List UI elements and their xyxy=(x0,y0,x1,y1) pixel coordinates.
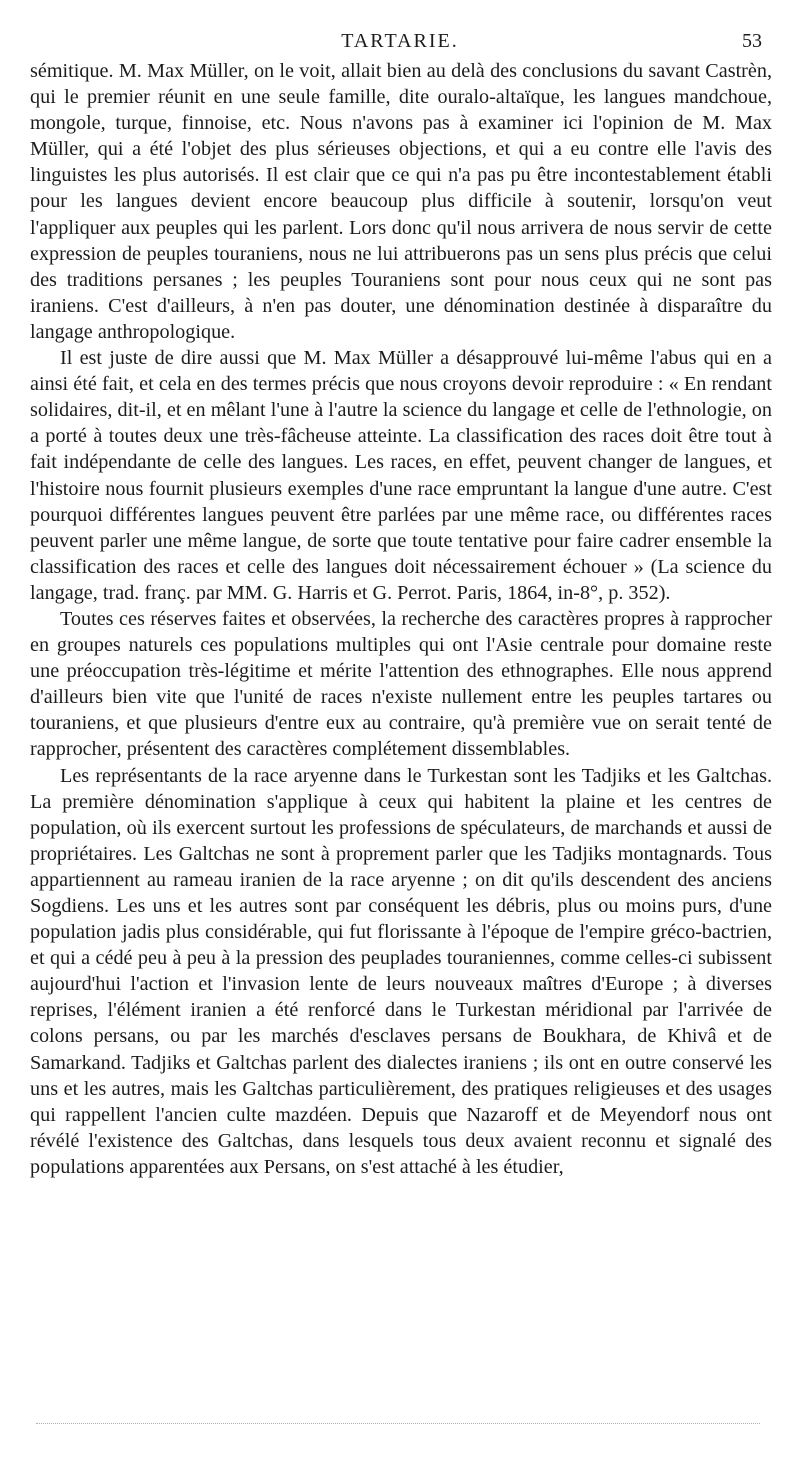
body-text xyxy=(30,58,772,1180)
paragraph-tadjiks-galtchas: Les représentants de la race aryenne dans le Turkestan sont les Tadjiks et les Galtchas. La première dénomination s'applique à ceux qui habitent la plaine et les centres de population, où ils exercent surtout les professions de spéculateurs, de marchands et aussi de propriétaires. Les Galtchas ne sont à proprement parler que les Tadjiks montagnards. Tous appartiennent au rameau iranien de la race aryenne ; on dit qu'ils descendent des anciens Sogdiens. Les uns et les autres sont par conséquent les débris, plus ou moins purs, d'une population jadis plus considérable, qui fut florissante à l'époque de l'empire gréco-bactrien, et qui a cédé peu à peu à la pression des peuplades touraniennes, comme celles-ci subissent aujourd'hui l'action et l'invasion lente de leurs nouveaux maîtres d'Europe ; à diverses reprises, l'élément iranien a été renforcé dans le Turkestan méridional par l'arrivée de colons persans, ou par les marchés d'esclaves persans de Boukhara, de Khivâ et de Samarkand. Tadjiks et Galtchas parlent des dialectes iraniens ; ils ont en outre conservé les uns et les autres, mais les Galtchas particulièrement, des pratiques religieuses et des usages qui rappellent l'ancien culte mazdéen. Depuis que Nazaroff et de Meyendorf nous ont révélé l'existence des Galtchas, dans lesquels tous deux avaient reconnu et signalé des populations apparentées aux Persans, on s'est attaché à les étudier, xyxy=(30,764,772,1178)
running-head xyxy=(30,30,770,60)
paragraph-continuation: sémitique. M. Max Müller, on le voit, allait bien au delà des conclusions du savant Castrèn, qui le premier réunit en une seule famille, dite ouralo-altaïque, les langues mandchoue, mongole, turque, finnoise, etc. Nous n'avons pas à examiner ici l'opinion de M. Max Müller, qui a été l'objet des plus sérieuses objections, et qui a eu contre elle l'avis des linguistes les plus autorisés. Il est clair que ce qui n'a pas pu être incontestablement établi pour les langues devient encore beaucoup plus difficile à soutenir, lorsqu'on veut l'appliquer aux peuples qui les parlent. Lors donc qu'il nous arrivera de nous servir de cette expression de peuples touraniens, nous ne lui attribuerons pas un sens plus précis que celui des traditions persanes ; les peuples Touraniens sont pour nous ceux qui ne sont pas iraniens. C'est d'ailleurs, à n'en pas douter, une dénomination destinée à disparaître du langage anthropologique. xyxy=(30,60,772,343)
bottom-rule xyxy=(36,1423,760,1424)
paragraph-muller-quote: Il est juste de dire aussi que M. Max Müller a désapprouvé lui-même l'abus qui en a ainsi été fait, et cela en des termes précis que nous croyons devoir reproduire : « En rendant solidaires, dit-il, et en mêlant l'une à l'autre la science du langage et celle de l'ethnologie, on a porté à toutes deux une très-fâcheuse atteinte. La classification des races doit être tout à fait indépendante de celle des langues. Les races, en effet, peuvent changer de langues, et l'histoire nous fournit plusieurs exemples d'une race empruntant la langue d'une autre. C'est pourquoi différentes langues peuvent être parlées par une même race, ou différentes races peuvent parler une même langue, de sorte que toute tentative pour faire cadrer ensemble la classification des races et celle des langues doit nécessairement échouer » (La science du langage, trad. franç. par MM. G. Harris et G. Perrot. Paris, 1864, in-8°, p. 352). xyxy=(30,347,772,604)
page-number: 53 xyxy=(742,30,762,52)
paragraph-reserves: Toutes ces réserves faites et observées, la recherche des caractères propres à rapprocher en groupes naturels ces populations multiples qui ont l'Asie centrale pour domaine reste une préoccupation très-légitime et mérite l'attention des ethnographes. Elle nous apprend d'ailleurs bien vite que l'unité de races n'existe nullement entre les peuples tartares ou touraniens, et que plusieurs d'entre eux au contraire, qu'à première vue on serait tenté de rapprocher, présentent des caractères complétement dissemblables. xyxy=(30,607,772,761)
running-title: TARTARIE. xyxy=(341,30,459,52)
